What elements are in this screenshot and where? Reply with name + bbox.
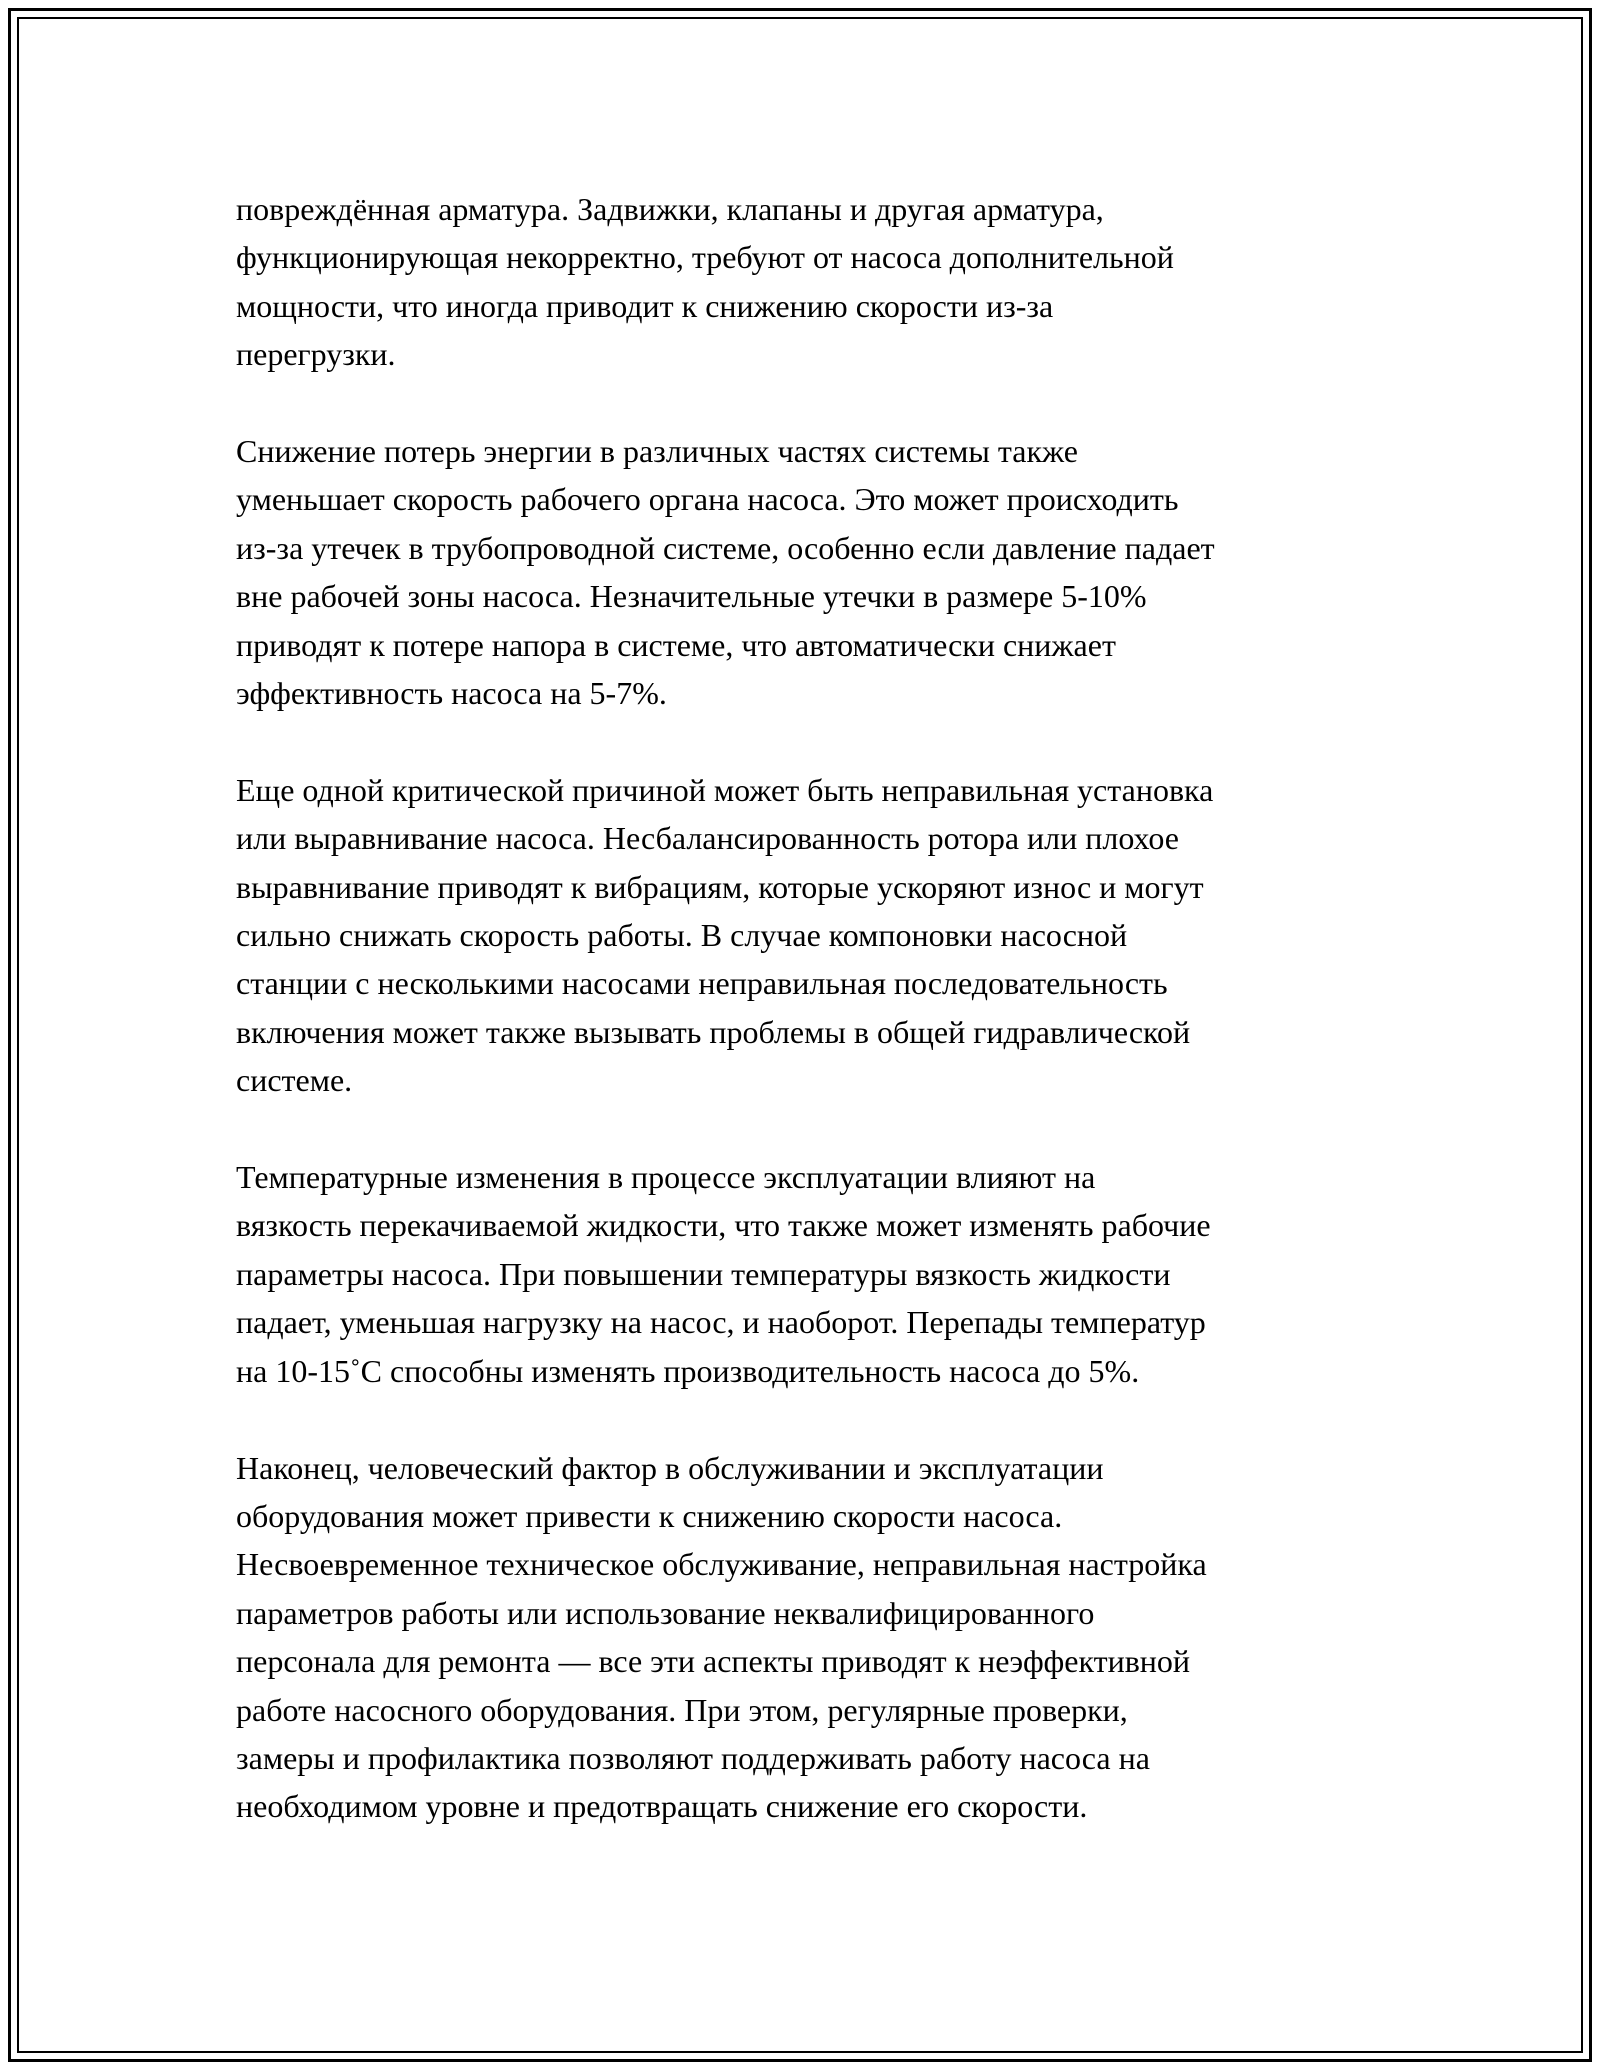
document-body xyxy=(236,185,1366,1879)
paragraph-damaged-fittings: повреждённая арматура. Задвижки, клапаны и другая арматура, функционирующая некорректно, требуют от насоса дополнительной мощности, что иногда приводит к снижению скорости из-за перегрузки. xyxy=(236,191,1174,373)
paragraph-installation-alignment: Еще одной критической причиной может быть неправильная установка или выравнивание насоса. Несбалансированность ротора или плохое выравнивание приводят к вибрациям, которые ускоряют износ и могут сильно снижать скорость работы. В случае компоновки насосной станции с несколькими насосами неправильная последовательность включения может также вызывать проблемы в общей гидравлической системе. xyxy=(236,771,1214,1099)
paragraph-energy-losses: Снижение потерь энергии в различных частях системы также уменьшает скорость рабочего органа насоса. Это может происходить из-за утечек в трубопроводной системе, особенно если давление падает вне рабочей зоны насоса. Незначительные утечки в размере 5-10% приводят к потере напора в системе, что автоматически снижает эффективность насоса на 5-7%. xyxy=(236,433,1215,712)
paragraph-human-factor: Наконец, человеческий фактор в обслуживании и эксплуатации оборудования может привести к снижению скорости насоса. Несвоевременное техническое обслуживание, неправильная настройка параметров работы или использование неквалифицированного персонала для ремонта — все эти аспекты приводят к неэффективной работе насосного оборудования. При этом, регулярные проверки, замеры и профилактика позволяют поддерживать работу насоса на необходимом уровне и предотвращать снижение его скорости. xyxy=(236,1449,1207,1825)
paragraph-temperature-changes: Температурные изменения в процессе эксплуатации влияют на вязкость перекачиваемой жидкости, что также может изменять рабочие параметры насоса. При повышении температуры вязкость жидкости падает, уменьшая нагрузку на насос, и наоборот. Перепады температур на 10-15˚С способны изменять производительность насоса до 5%. xyxy=(236,1159,1211,1389)
